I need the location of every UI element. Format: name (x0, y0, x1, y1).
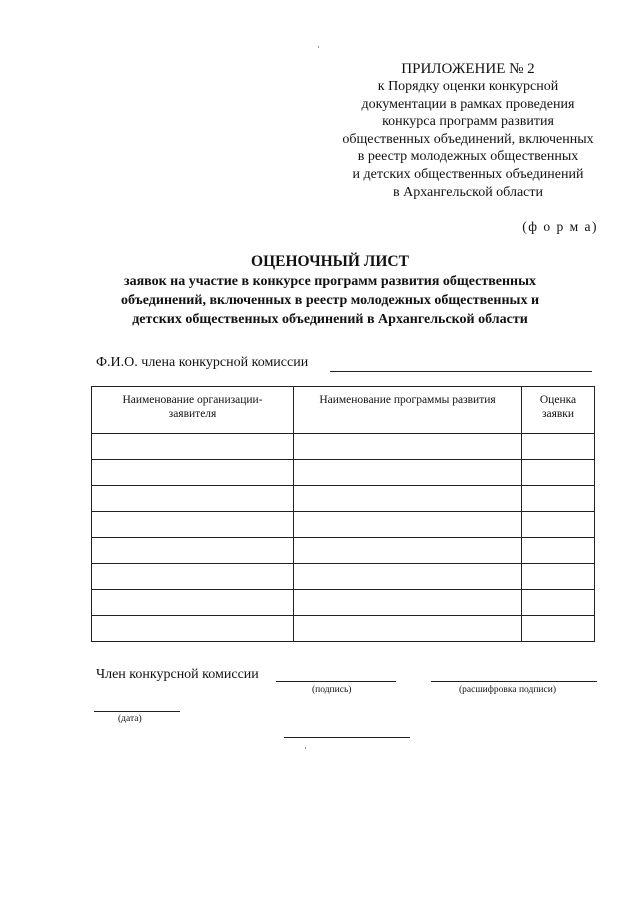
cell-score[interactable] (522, 434, 595, 460)
table-row (92, 590, 595, 616)
cell-program[interactable] (294, 486, 522, 512)
signature-line[interactable] (276, 681, 396, 682)
cell-organization[interactable] (92, 460, 294, 486)
header-score-line: заявки (541, 408, 575, 420)
header-program (294, 387, 522, 434)
annex-line: к Порядку оценки конкурсной (377, 79, 559, 94)
title-subtitle-line: заявок на участие в конкурсе программ развития общественных (123, 274, 537, 289)
bottom-line (284, 737, 410, 738)
cell-score[interactable] (522, 564, 595, 590)
table-row (92, 434, 595, 460)
header-score-line: Оценка (539, 394, 577, 406)
fio-label: Ф.И.О. члена конкурсной комиссии (96, 355, 309, 370)
header-program-line: Наименование программы развития (319, 394, 496, 406)
cell-program[interactable] (294, 460, 522, 486)
fio-input-line[interactable] (330, 371, 592, 372)
table-row (92, 512, 595, 538)
signature-decoding-caption: (расшифровка подписи) (459, 685, 556, 695)
cell-program[interactable] (294, 564, 522, 590)
evaluation-table (91, 386, 595, 642)
cell-score[interactable] (522, 512, 595, 538)
table-row (92, 538, 595, 564)
header-organization (92, 387, 294, 434)
scan-speck (318, 46, 319, 48)
annex-line: общественных объединений, включенных (342, 131, 594, 147)
cell-organization[interactable] (92, 434, 294, 460)
cell-organization[interactable] (92, 512, 294, 538)
cell-organization[interactable] (92, 486, 294, 512)
title-subtitle-line: детских общественных объединений в Архангельской области (132, 312, 528, 327)
title-main: ОЦЕНОЧНЫЙ ЛИСТ (251, 253, 409, 270)
date-line[interactable] (94, 711, 180, 712)
cell-program[interactable] (294, 512, 522, 538)
signature-caption: (подпись) (312, 685, 352, 695)
form-label: (ф о р м а) (522, 219, 598, 234)
annex-block (318, 60, 618, 201)
cell-organization[interactable] (92, 616, 294, 642)
title-subtitle-line: объединений, включенных в реестр молодежных общественных и (120, 293, 540, 308)
cell-organization[interactable] (92, 538, 294, 564)
cell-program[interactable] (294, 616, 522, 642)
table-row (92, 486, 595, 512)
annex-line: в реестр молодежных общественных (357, 149, 579, 165)
header-score (522, 387, 595, 434)
table-row (92, 564, 595, 590)
cell-program[interactable] (294, 538, 522, 564)
cell-score[interactable] (522, 460, 595, 486)
document-title (80, 252, 580, 329)
annex-title: ПРИЛОЖЕНИЕ № 2 (401, 61, 535, 77)
cell-organization[interactable] (92, 590, 294, 616)
annex-line: в Архангельской области (393, 184, 543, 200)
annex-line: и детских общественных объединений (352, 166, 584, 182)
table-body (92, 434, 595, 642)
cell-score[interactable] (522, 590, 595, 616)
date-caption: (дата) (118, 714, 142, 724)
cell-score[interactable] (522, 616, 595, 642)
scan-speck (305, 747, 306, 749)
header-organization-line: Наименование организации- (122, 394, 263, 406)
signature-decoding-line[interactable] (431, 681, 597, 682)
table-header-row (92, 387, 595, 434)
header-organization-line: заявителя (168, 408, 217, 420)
member-label: Член конкурсной комиссии (96, 667, 259, 682)
cell-organization[interactable] (92, 564, 294, 590)
annex-line: конкурса программ развития (382, 114, 554, 130)
cell-program[interactable] (294, 434, 522, 460)
cell-score[interactable] (522, 486, 595, 512)
table-row (92, 460, 595, 486)
annex-line: документации в рамках проведения (361, 96, 575, 112)
cell-score[interactable] (522, 538, 595, 564)
table-row (92, 616, 595, 642)
cell-program[interactable] (294, 590, 522, 616)
